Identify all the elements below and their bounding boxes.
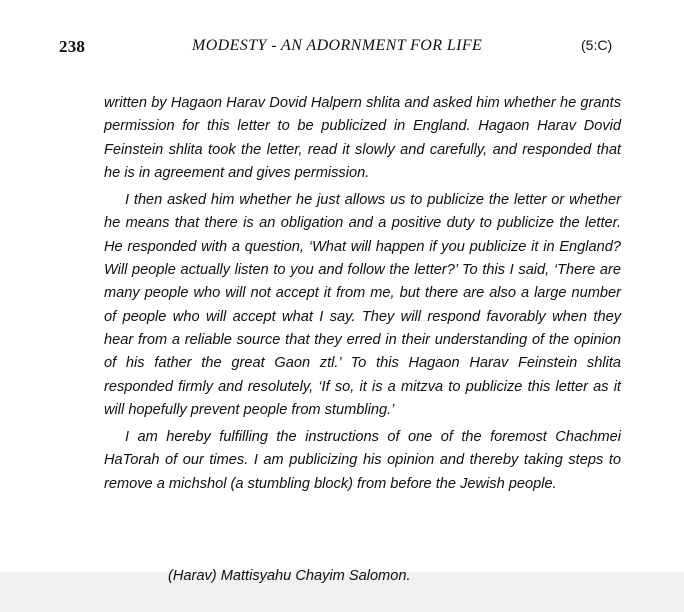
section-reference: (5:C) xyxy=(581,37,613,53)
paragraph: I am hereby fulfilling the instructions of one of the foremost Chachmei HaTorah of our times. I am publicizing his opinion and thereby taking steps to remove a michshol (a stumbling block) from before the Jewish people. xyxy=(104,429,621,492)
page-header xyxy=(0,37,684,61)
page-number: 238 xyxy=(59,37,86,56)
body-text xyxy=(104,92,621,496)
signature-line: (Harav) Mattisyahu Chayim Salomon. xyxy=(168,568,411,584)
paragraph-continuation: written by Hagaon Harav Dovid Halpern shlita and asked him whether he grants permission for this letter to be publicized in England. Hagaon Harav Dovid Feinstein shlita took the letter, read it slowly and carefully, and responded that he is in agreement and gives permission. xyxy=(104,95,621,181)
running-title: MODESTY - AN ADORNMENT FOR LIFE xyxy=(192,37,483,54)
paragraph: I then asked him whether he just allows us to publicize the letter or whether he means that there is an obligation and a positive duty to publicize the letter. He responded with a question, ‘What will happen if you publicize it in England? Will people actually listen to you and follow the letter?’ To this I said, ‘There are many people who will not accept it from me, but there are also a large number of people who will accept what I say. They will respond favorably when they hear from a reliable source that they erred in their understanding of the opinion of his father the great Gaon ztl.’ To this Hagaon Harav Feinstein shlita responded firmly and resolutely, ‘If so, it is a mitzva to publicize this letter as it will hopefully prevent people from stumbling.’ xyxy=(104,192,621,418)
